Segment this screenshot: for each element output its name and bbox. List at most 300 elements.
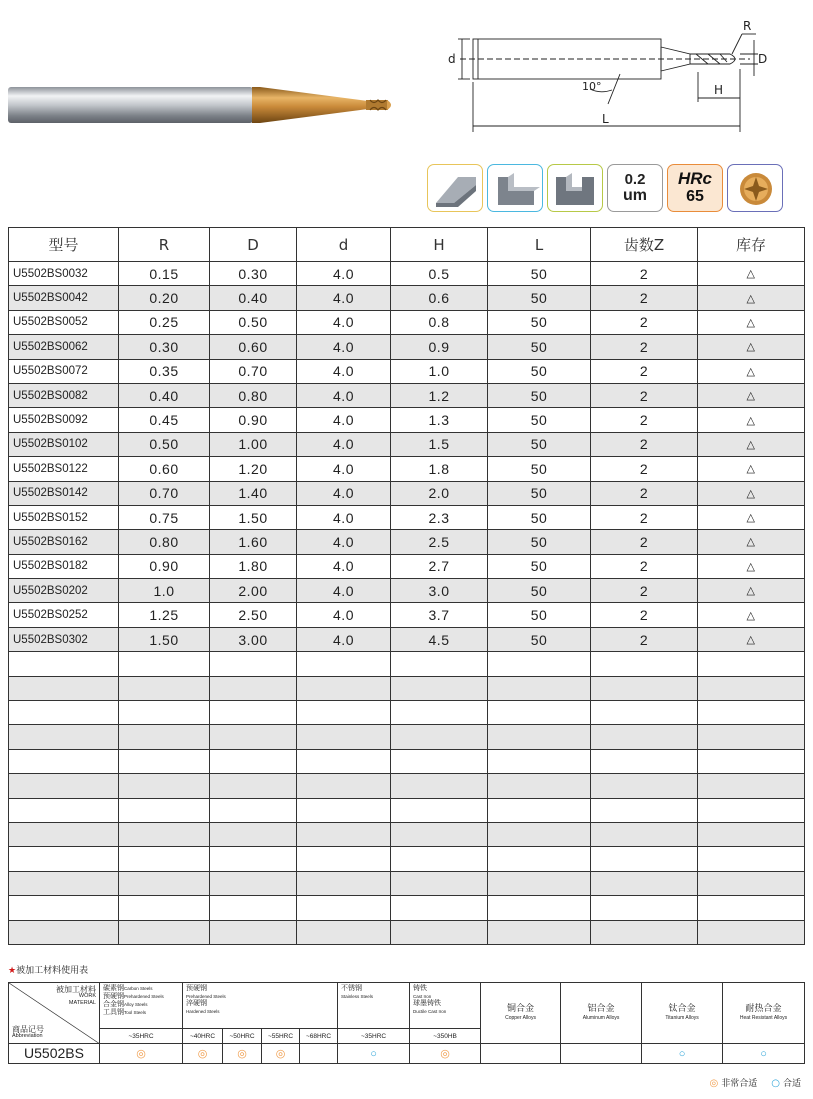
table-cell: 50 [488, 335, 591, 359]
material-group-steels [100, 983, 183, 1029]
chamfer-profile-icon [427, 164, 483, 212]
table-cell: 2 [591, 481, 698, 505]
model-cell [9, 871, 119, 895]
table-cell: 1.50 [210, 505, 297, 529]
table-cell [297, 798, 391, 822]
table-cell: 3.7 [391, 603, 488, 627]
table-row [9, 871, 805, 895]
table-cell: 50 [488, 603, 591, 627]
table-row [9, 603, 805, 627]
table-cell: 4.0 [297, 310, 391, 334]
hrc-label: HRc [677, 169, 712, 188]
suitability-mark: ◎ [223, 1044, 262, 1064]
material-group-cast-iron [410, 983, 481, 1029]
header-cell: L [488, 228, 591, 262]
table-cell [698, 847, 805, 871]
table-cell: 50 [488, 505, 591, 529]
table-cell: 0.30 [210, 262, 297, 286]
table-cell: 1.25 [119, 603, 210, 627]
table-cell [391, 652, 488, 676]
table-row [9, 408, 805, 432]
table-cell [210, 676, 297, 700]
table-cell: 4.0 [297, 383, 391, 407]
table-cell: 2 [591, 383, 698, 407]
table-cell: 0.20 [119, 286, 210, 310]
table-cell: △ [698, 359, 805, 383]
spec-header-row [9, 228, 805, 262]
table-cell: 50 [488, 286, 591, 310]
table-row [9, 286, 805, 310]
table-cell: 50 [488, 383, 591, 407]
table-cell: 1.3 [391, 408, 488, 432]
table-cell [210, 847, 297, 871]
table-cell: △ [698, 310, 805, 334]
table-cell [210, 920, 297, 944]
table-cell: 1.0 [391, 359, 488, 383]
material-entry: 铸铁 Cast Iron [413, 984, 432, 999]
dimension-drawing [440, 14, 800, 138]
header-cell: R [119, 228, 210, 262]
table-cell: 0.5 [391, 262, 488, 286]
table-cell [591, 871, 698, 895]
model-cell: U5502BS0152 [9, 505, 119, 529]
material-entry: 不锈钢 Stainless Steels [341, 984, 374, 999]
material-aluminum: 铝合金 Aluminum Alloys [561, 983, 642, 1044]
table-cell: 2 [591, 408, 698, 432]
table-cell [297, 725, 391, 749]
model-cell [9, 920, 119, 944]
table-cell [488, 652, 591, 676]
end-mill-photo [8, 68, 408, 138]
table-cell: 2.7 [391, 554, 488, 578]
table-cell [591, 725, 698, 749]
material-entry: 球墨铸铁 Ductile Cast Iron [413, 999, 447, 1014]
table-cell: △ [698, 457, 805, 481]
table-cell [119, 896, 210, 920]
hardness-cell: ~55HRC [262, 1029, 300, 1044]
table-cell [698, 774, 805, 798]
suitability-mark: ◎ [183, 1044, 223, 1064]
label-angle: 10° [582, 80, 602, 93]
table-cell: 4.5 [391, 627, 488, 651]
table-cell [698, 725, 805, 749]
legend-very-suitable: ◎ 非常合适 [709, 1078, 758, 1089]
suitability-mark: ◎ [100, 1044, 183, 1064]
header-cell: 型号 [9, 228, 119, 262]
table-cell: 1.8 [391, 457, 488, 481]
table-cell [297, 847, 391, 871]
table-cell: 2 [591, 457, 698, 481]
material-group-stainless [338, 983, 410, 1029]
table-cell: 4.0 [297, 627, 391, 651]
table-cell [210, 798, 297, 822]
model-cell [9, 725, 119, 749]
table-cell [210, 871, 297, 895]
header-cell: 库存 [698, 228, 805, 262]
table-cell: 0.50 [119, 432, 210, 456]
table-cell [119, 701, 210, 725]
table-cell [210, 725, 297, 749]
table-cell [488, 798, 591, 822]
table-row [9, 652, 805, 676]
material-entry: 预硬钢Prehardened Steels [103, 992, 164, 1000]
table-cell [391, 725, 488, 749]
material-caption [8, 963, 88, 976]
table-cell: 2.50 [210, 603, 297, 627]
header-cell: H [391, 228, 488, 262]
model-cell: U5502BS0042 [9, 286, 119, 310]
table-cell [391, 701, 488, 725]
table-row [9, 701, 805, 725]
table-cell: 2 [591, 262, 698, 286]
table-row [9, 505, 805, 529]
table-cell [119, 676, 210, 700]
table-cell [488, 920, 591, 944]
table-cell [391, 798, 488, 822]
label-d: d [448, 52, 456, 66]
model-cell [9, 896, 119, 920]
label-D: D [758, 52, 768, 66]
table-cell: 50 [488, 408, 591, 432]
table-cell [488, 847, 591, 871]
table-cell: 1.2 [391, 383, 488, 407]
table-cell [488, 774, 591, 798]
table-cell: 0.30 [119, 335, 210, 359]
table-cell [391, 774, 488, 798]
table-cell [210, 822, 297, 846]
material-entry: 碳素钢Carbon Steels [103, 984, 153, 992]
model-cell [9, 822, 119, 846]
table-cell: 4.0 [297, 481, 391, 505]
model-cell: U5502BS0072 [9, 359, 119, 383]
table-cell: 0.9 [391, 335, 488, 359]
suitability-mark: ○ [642, 1044, 723, 1064]
table-cell: 50 [488, 310, 591, 334]
table-cell: 0.25 [119, 310, 210, 334]
table-cell [698, 652, 805, 676]
table-cell: △ [698, 554, 805, 578]
table-cell: 4.0 [297, 579, 391, 603]
table-cell [119, 725, 210, 749]
precision-icon [607, 164, 663, 212]
material-caption-text: 被加工材料使用表 [16, 966, 89, 976]
table-cell [119, 847, 210, 871]
table-cell: △ [698, 262, 805, 286]
table-cell [391, 847, 488, 871]
hardness-cell: ~68HRC [300, 1029, 338, 1044]
table-cell [119, 822, 210, 846]
model-cell [9, 847, 119, 871]
model-cell [9, 701, 119, 725]
table-cell: 1.60 [210, 530, 297, 554]
table-cell: 4.0 [297, 554, 391, 578]
hardness-cell: ~35HRC [100, 1029, 183, 1044]
table-cell: 0.15 [119, 262, 210, 286]
table-cell [698, 676, 805, 700]
model-cell: U5502BS0092 [9, 408, 119, 432]
table-row [9, 749, 805, 773]
model-cell: U5502BS0182 [9, 554, 119, 578]
suitability-legend [710, 1076, 802, 1089]
hrc-icon [667, 164, 723, 212]
table-cell: 4.0 [297, 505, 391, 529]
table-cell: 1.5 [391, 432, 488, 456]
material-heat-resistant: 耐热合金 Heat Resistant Alloys [723, 983, 805, 1044]
abbreviation-en: Abbreviation [12, 1033, 43, 1039]
table-cell [297, 774, 391, 798]
table-cell: 0.60 [119, 457, 210, 481]
table-cell: 3.0 [391, 579, 488, 603]
table-cell [698, 798, 805, 822]
table-cell: 4.0 [297, 335, 391, 359]
table-cell: 2 [591, 359, 698, 383]
model-cell: U5502BS0142 [9, 481, 119, 505]
table-cell [591, 847, 698, 871]
suitability-mark: ◎ [262, 1044, 300, 1064]
table-row [9, 554, 805, 578]
table-cell: 0.8 [391, 310, 488, 334]
spec-table [8, 227, 805, 945]
table-cell [591, 676, 698, 700]
table-cell [488, 896, 591, 920]
model-cell: U5502BS0202 [9, 579, 119, 603]
table-cell [591, 652, 698, 676]
material-copper: 铜合金 Copper Alloys [481, 983, 561, 1044]
table-cell [488, 749, 591, 773]
table-cell: 2 [591, 432, 698, 456]
table-cell: 4.0 [297, 408, 391, 432]
table-cell: 50 [488, 627, 591, 651]
feature-icon-row [427, 164, 783, 212]
table-cell [297, 871, 391, 895]
table-cell [591, 920, 698, 944]
table-cell [591, 701, 698, 725]
table-cell: 50 [488, 530, 591, 554]
hardness-cell: ~350HB [410, 1029, 481, 1044]
table-cell: 0.35 [119, 359, 210, 383]
abbreviation-zh: 商品记号 [12, 1025, 44, 1034]
table-cell: 4.0 [297, 457, 391, 481]
table-cell [297, 822, 391, 846]
table-cell [119, 774, 210, 798]
table-cell [119, 871, 210, 895]
model-cell: U5502BS0032 [9, 262, 119, 286]
table-cell: 2.00 [210, 579, 297, 603]
table-cell: 2 [591, 554, 698, 578]
table-cell: 0.70 [210, 359, 297, 383]
table-row [9, 579, 805, 603]
material-model-code: U5502BS [9, 1044, 100, 1064]
table-cell: 1.40 [210, 481, 297, 505]
model-cell: U5502BS0302 [9, 627, 119, 651]
material-entry: 淬硬钢 Hardened Steels [186, 999, 220, 1014]
table-row [9, 847, 805, 871]
table-cell [119, 652, 210, 676]
hardness-cell: ~35HRC [338, 1029, 410, 1044]
suitability-mark [300, 1044, 338, 1064]
table-cell [488, 725, 591, 749]
table-cell: △ [698, 579, 805, 603]
model-cell [9, 652, 119, 676]
spec-body [9, 262, 805, 945]
suitability-mark: ◎ [410, 1044, 481, 1064]
table-row [9, 774, 805, 798]
table-cell: 2.3 [391, 505, 488, 529]
table-row [9, 896, 805, 920]
table-cell [591, 749, 698, 773]
table-row [9, 798, 805, 822]
table-cell: △ [698, 286, 805, 310]
table-cell: 2.5 [391, 530, 488, 554]
table-cell: 0.50 [210, 310, 297, 334]
table-cell [119, 798, 210, 822]
coating-icon [727, 164, 783, 212]
table-cell [391, 676, 488, 700]
table-cell: △ [698, 505, 805, 529]
table-cell [297, 749, 391, 773]
material-model-row [9, 1044, 805, 1064]
hrc-value: 65 [686, 188, 704, 205]
table-cell: 2 [591, 286, 698, 310]
model-cell [9, 774, 119, 798]
table-cell: 1.00 [210, 432, 297, 456]
model-cell [9, 676, 119, 700]
table-cell: 1.80 [210, 554, 297, 578]
table-row [9, 530, 805, 554]
table-cell [698, 871, 805, 895]
material-table [8, 982, 805, 1064]
table-cell: 0.90 [210, 408, 297, 432]
table-cell: 50 [488, 579, 591, 603]
model-cell: U5502BS0162 [9, 530, 119, 554]
material-entry: 预硬钢 Prehardened Steels [186, 984, 226, 999]
table-cell: 2 [591, 603, 698, 627]
table-row [9, 359, 805, 383]
table-cell: 0.90 [119, 554, 210, 578]
hardness-cell: ~50HRC [223, 1029, 262, 1044]
suitability-mark: ○ [723, 1044, 805, 1064]
table-cell [698, 701, 805, 725]
table-cell [391, 871, 488, 895]
table-cell: △ [698, 383, 805, 407]
hardness-cell: ~40HRC [183, 1029, 223, 1044]
table-row [9, 457, 805, 481]
table-cell [297, 896, 391, 920]
suitability-mark [561, 1044, 642, 1064]
slot-profile-icon [547, 164, 603, 212]
material-group-hardened [183, 983, 338, 1029]
table-row [9, 676, 805, 700]
table-cell [591, 822, 698, 846]
suitability-mark [481, 1044, 561, 1064]
table-cell: 0.40 [210, 286, 297, 310]
work-material-en2: MATERIAL [68, 1000, 96, 1006]
label-H: H [714, 83, 724, 97]
table-cell [391, 920, 488, 944]
table-cell: 2 [591, 335, 698, 359]
header-cell: 齿数Z [591, 228, 698, 262]
table-cell: 0.80 [210, 383, 297, 407]
table-row [9, 310, 805, 334]
table-cell: 2 [591, 579, 698, 603]
table-cell [488, 676, 591, 700]
table-cell [488, 871, 591, 895]
table-cell: △ [698, 408, 805, 432]
table-cell: △ [698, 603, 805, 627]
table-cell: 0.40 [119, 383, 210, 407]
material-titanium: 钛合金 Titanium Alloys [642, 983, 723, 1044]
table-cell: 50 [488, 481, 591, 505]
table-row [9, 627, 805, 651]
table-row [9, 725, 805, 749]
table-cell [698, 920, 805, 944]
table-row [9, 481, 805, 505]
table-cell: 0.45 [119, 408, 210, 432]
model-cell: U5502BS0102 [9, 432, 119, 456]
table-cell [591, 896, 698, 920]
table-cell [297, 676, 391, 700]
table-cell [591, 774, 698, 798]
table-row [9, 920, 805, 944]
table-cell: 3.00 [210, 627, 297, 651]
model-cell: U5502BS0252 [9, 603, 119, 627]
table-row [9, 383, 805, 407]
table-cell: 1.0 [119, 579, 210, 603]
material-corner-cell [9, 983, 100, 1044]
table-cell: 2 [591, 627, 698, 651]
table-row [9, 262, 805, 286]
table-cell: △ [698, 432, 805, 456]
table-cell: 0.75 [119, 505, 210, 529]
table-cell [210, 774, 297, 798]
table-cell: 4.0 [297, 530, 391, 554]
suitability-mark: ○ [338, 1044, 410, 1064]
table-cell: 1.20 [210, 457, 297, 481]
table-cell: 0.70 [119, 481, 210, 505]
table-cell [210, 896, 297, 920]
table-cell: 0.60 [210, 335, 297, 359]
material-entry: 合金钢Alloy Steels [103, 1000, 148, 1008]
table-cell: 4.0 [297, 603, 391, 627]
table-cell: 2.0 [391, 481, 488, 505]
table-cell: △ [698, 627, 805, 651]
table-cell: 50 [488, 554, 591, 578]
table-cell: 0.80 [119, 530, 210, 554]
material-entry: 工具钢Tool Steels [103, 1008, 147, 1016]
table-cell [391, 749, 488, 773]
table-cell: 4.0 [297, 432, 391, 456]
table-cell: △ [698, 530, 805, 554]
header-cell: d [297, 228, 391, 262]
table-row [9, 335, 805, 359]
label-L: L [602, 112, 609, 126]
star-icon: ★ [8, 966, 17, 976]
table-cell [698, 896, 805, 920]
table-cell: 50 [488, 359, 591, 383]
table-row [9, 432, 805, 456]
table-cell: 2 [591, 505, 698, 529]
table-cell [119, 749, 210, 773]
table-cell: △ [698, 335, 805, 359]
table-cell: 4.0 [297, 359, 391, 383]
model-cell: U5502BS0082 [9, 383, 119, 407]
table-cell [488, 822, 591, 846]
header-cell: D [210, 228, 297, 262]
legend-suitable: ○ 合适 [771, 1078, 801, 1089]
table-cell [591, 798, 698, 822]
table-cell: 4.0 [297, 262, 391, 286]
table-cell: 50 [488, 457, 591, 481]
